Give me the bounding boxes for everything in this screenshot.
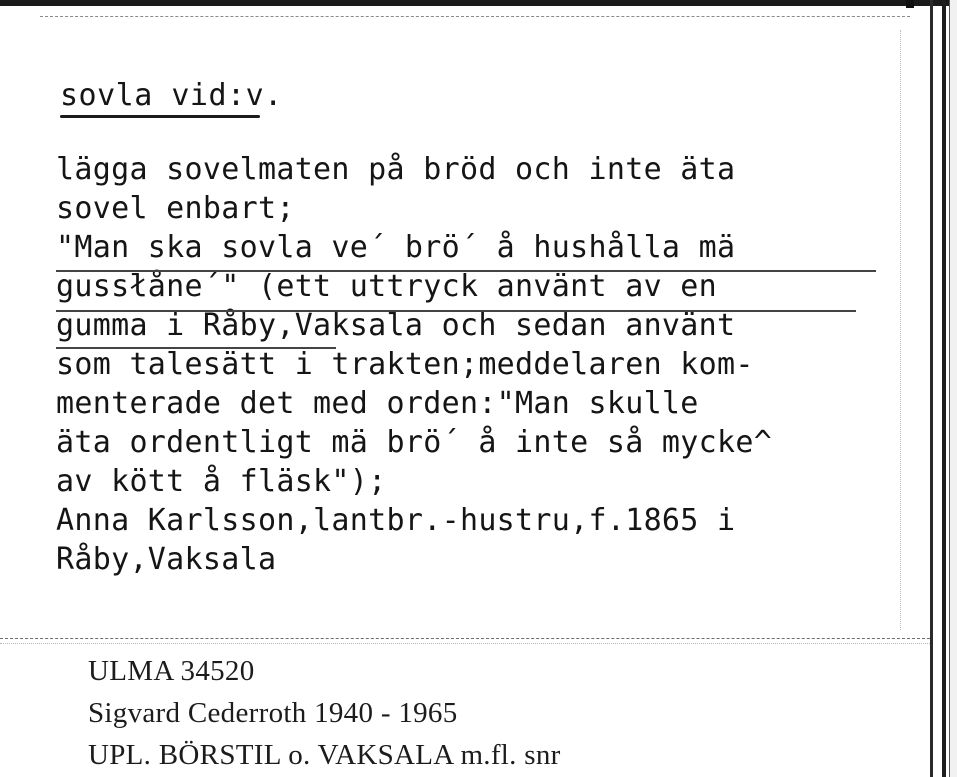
headword-underline — [60, 115, 260, 118]
text-line: som talesätt i trakten;meddelaren kom- — [56, 347, 754, 382]
scan-edge-line — [930, 0, 933, 777]
quote-underline — [56, 310, 856, 312]
headword: sovla vid:v. — [60, 78, 283, 113]
quote-underline — [56, 347, 336, 349]
text-line: gussłåne´" (ett uttryck använt av en — [56, 269, 718, 304]
text-line: av kött å fläsk"); — [56, 464, 387, 499]
archive-location: UPL. BÖRSTIL o. VAKSALA m.fl. snr — [88, 739, 561, 771]
card-bottom-border — [0, 643, 930, 644]
scan-edge-line — [942, 0, 946, 777]
text-line: gumma i Råby,Vaksala och sedan använt — [56, 308, 736, 343]
text-line: Anna Karlsson,lantbr.-hustru,f.1865 i — [56, 503, 736, 538]
text-line: menterade det med orden:"Man skulle — [56, 386, 699, 421]
text-line: sovel enbart; — [56, 191, 295, 226]
card-top-edge — [0, 0, 957, 6]
scan-edge-strip — [949, 0, 957, 777]
text-line: "Man ska sovla ve´ brö´ å hushålla mä — [56, 230, 736, 265]
archive-collector: Sigvard Cederroth 1940 - 1965 — [88, 697, 458, 729]
definition-text — [56, 150, 906, 579]
card-bottom-border — [0, 638, 930, 639]
corner-mark — [906, 0, 914, 8]
text-line: Råby,Vaksala — [56, 542, 277, 577]
archive-id: ULMA 34520 — [88, 655, 255, 687]
archive-stamp — [88, 650, 561, 776]
text-line: äta ordentligt mä brö´ å inte så mycke^ — [56, 425, 773, 460]
card-top-border — [40, 16, 910, 17]
text-line: lägga sovelmaten på bröd och inte äta — [56, 152, 736, 187]
quote-underline — [56, 270, 876, 272]
